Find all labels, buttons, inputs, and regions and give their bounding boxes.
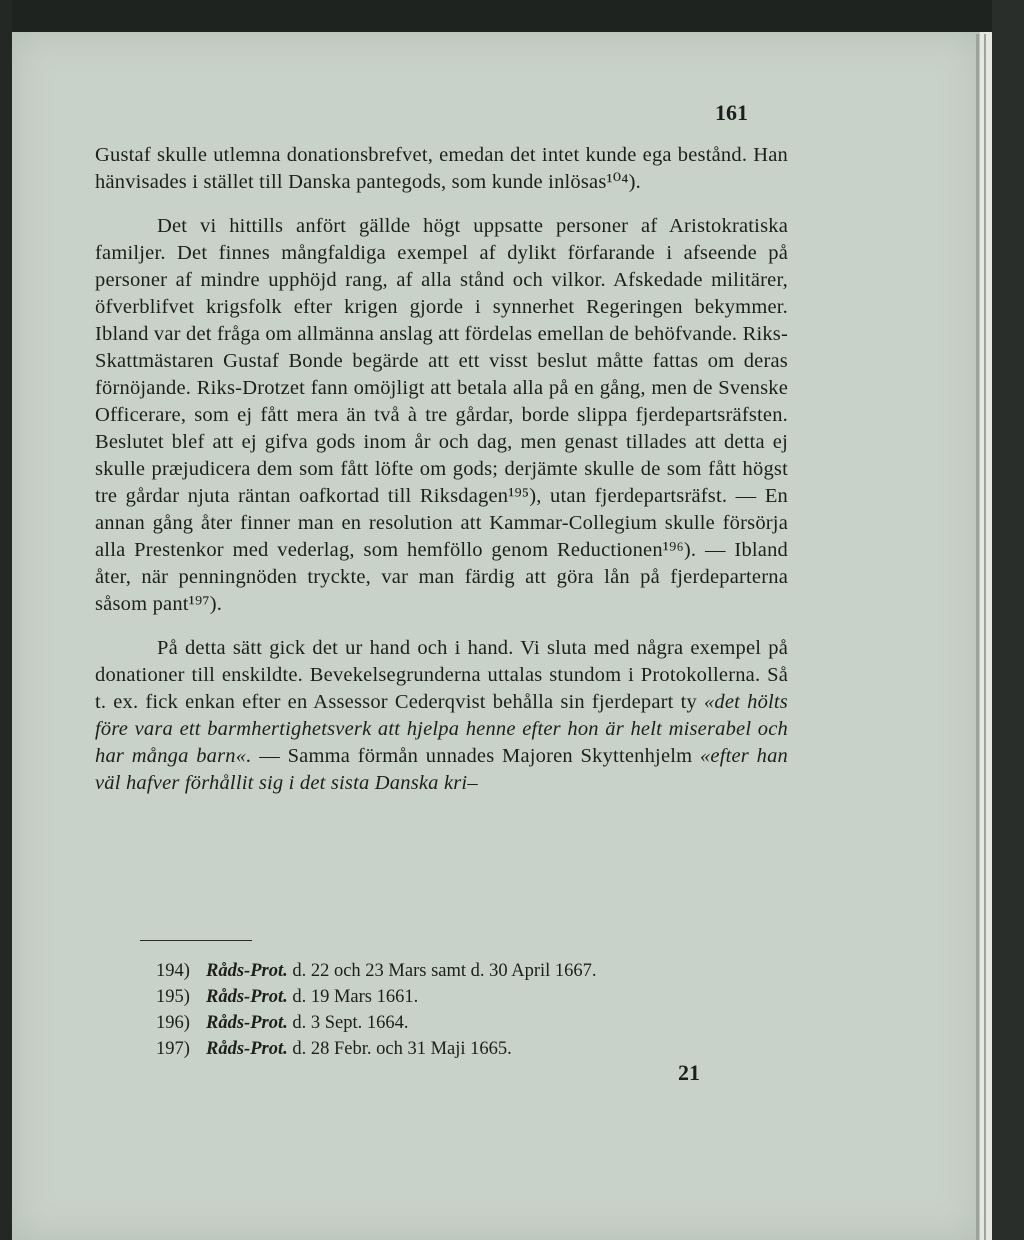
footnote-number: 196): [156, 1013, 190, 1033]
book-edge-right: [992, 0, 1024, 1240]
footnote-number: 197): [156, 1039, 190, 1059]
footnote-source: Råds-Prot.: [206, 961, 288, 981]
page-number: 161: [715, 100, 748, 125]
book-spine-top: [0, 0, 1024, 32]
page-edge-line: [976, 34, 979, 1240]
quote-italic-1: «det hölts före vara ett barmhertighetsverk att hjelpa henne efter hon är helt miserabel och har många barn«.: [95, 691, 788, 767]
book-edge-left: [0, 0, 12, 1240]
footnote: [156, 984, 716, 1010]
paragraph-1: Gustaf skulle utlemna donationsbrefvet, emedan det intet kunde ega bestånd. Han hänvisades i stället till Danska pantegods, som kunde inlösas¹⁰⁴).: [95, 144, 788, 193]
paragraph-2: Det vi hittills anfört gällde högt uppsatte personer af Aristokratiska familjer. Det finnes mångfaldiga exempel af dylikt förfarande i afseende på personer af mindre upphöjd rang, af alla stånd och vilkor. Afskedade militärer, öfverblifvet krigsfolk efter krigen gjorde i synnerhet Regeringen bekymmer. Ibland var det fråga om allmänna anslag att fördelas emellan de behöfvande. Riks-Skattmästaren Gustaf Bonde begärde att ett visst beslut måtte fattas om deras förnöjande. Riks-Drotzet fann omöjligt att betala alla på en gång, men de Svenske Officerare, som ej fått mera än två à tre gårdar, borde slippa fjerdepartsräfsten. Beslutet blef att ej gifva gods inom år och dag, men genast tillades att detta ej skulle præjudicera dem som fått löfte om gods; derjämte skulle de som fått högst tre gårdar njuta räntan oafkortad till Riksdagen¹⁹⁵), utan fjerdepartsräfst. — En annan gång åter finner man en resolution att Kammar-Collegium skulle försörja alla Prestenkor med vederlag, som hemföllo genom Reductionen¹⁹⁶). — Ibland åter, när penningnöden tryckte, var man färdig att göra lån på fjerdeparterna såsom pant¹⁹⁷).: [95, 215, 789, 615]
footnote: [156, 1010, 716, 1036]
footnotes: [156, 958, 716, 1062]
paragraph-3: [95, 635, 788, 797]
footnote-text: d. 22 och 23 Mars samt d. 30 April 1667.: [292, 961, 597, 981]
quote-italic-2: «efter han väl hafver förhållit sig i det sista Danska kri–: [95, 745, 788, 794]
footnote-text: d. 19 Mars 1661.: [292, 987, 419, 1007]
footnote-number: 194): [156, 961, 190, 981]
footnote-number: 195): [156, 987, 190, 1007]
footnote-source: Råds-Prot.: [206, 987, 288, 1007]
body-text: [95, 142, 788, 797]
footnote-source: Råds-Prot.: [206, 1013, 288, 1033]
paragraph-3-text-b: — Samma förmån unnades Majoren Skyttenhjelm: [251, 745, 700, 767]
footnote-text: d. 3 Sept. 1664.: [292, 1013, 409, 1033]
paragraph-3-text-a: På detta sätt gick det ur hand och i hand. Vi sluta med några exempel på donationer till enskildte. Bevekelsegrunderna uttalas stundom i Protokollerna. Så t. ex. fick enkan efter en Assessor Cederqvist behålla sin fjerdepart ty: [95, 637, 788, 713]
footnote: [156, 1036, 716, 1062]
printer-signature: 21: [678, 1060, 700, 1085]
footnote-text: d. 28 Febr. och 31 Maji 1665.: [292, 1039, 512, 1059]
page-edge-line: [984, 34, 986, 1240]
footnote: [156, 958, 716, 984]
footnote-source: Råds-Prot.: [206, 1039, 288, 1059]
footnote-rule: [140, 940, 252, 941]
